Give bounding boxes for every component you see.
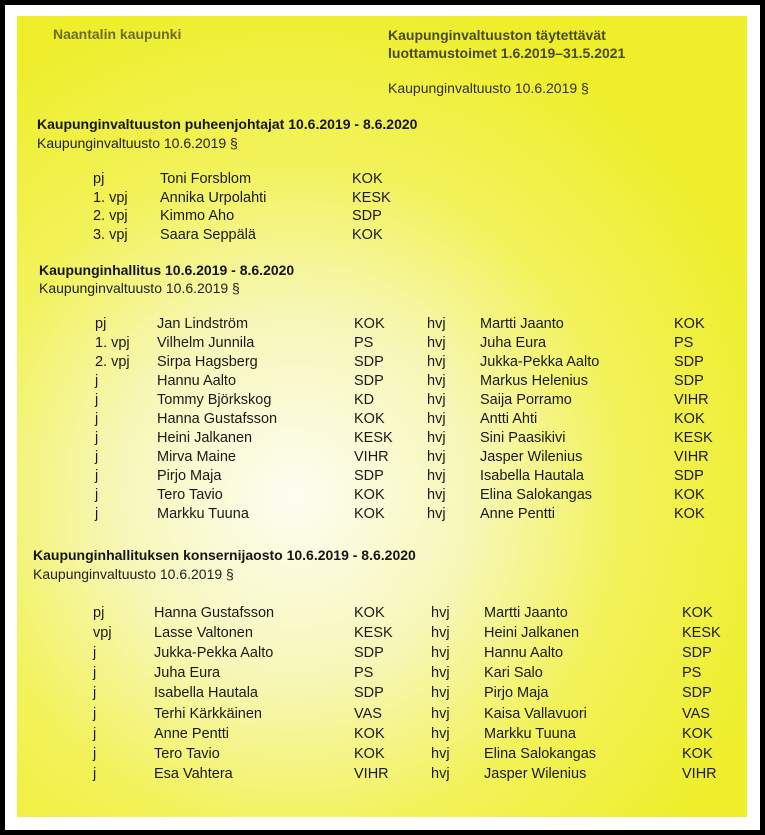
member-deputy-label: hvj — [431, 725, 450, 742]
member-role: vpj — [93, 625, 112, 642]
member-party: KOK — [354, 316, 385, 332]
member-deputy: Saija Porramo — [480, 392, 572, 408]
member-row — [17, 685, 747, 704]
member-row — [17, 190, 747, 209]
member-deputy-label: hvj — [431, 605, 450, 621]
member-party: VAS — [354, 705, 382, 722]
member-party: SDP — [354, 354, 384, 370]
member-name: Isabella Hautala — [154, 685, 258, 702]
section-title: Kaupunginhallitus 10.6.2019 - 8.6.2020 — [39, 262, 295, 278]
member-name: Jukka-Pekka Aalto — [154, 645, 274, 662]
member-name: Vilhelm Junnila — [157, 335, 255, 351]
member-deputy-label: hvj — [427, 392, 446, 408]
member-name: Hanna Gustafsson — [154, 605, 275, 621]
member-deputy-label: hvj — [431, 685, 450, 702]
member-party: KOK — [354, 605, 385, 621]
member-name: Juha Eura — [154, 665, 221, 682]
member-name: Tommy Björkskog — [157, 392, 272, 408]
member-deputy-party: SDP — [674, 373, 704, 389]
member-row — [17, 605, 747, 624]
member-deputy-label: hvj — [431, 765, 450, 782]
member-name: Hannu Aalto — [157, 373, 237, 389]
section-subtitle: Kaupunginvaltuusto 10.6.2019 § — [39, 280, 240, 296]
member-deputy-party: KOK — [674, 506, 705, 522]
member-name: Esa Vahtera — [154, 765, 233, 782]
member-deputy: Anne Pentti — [480, 506, 555, 522]
photo-frame — [5, 5, 760, 830]
member-deputy: Markus Helenius — [480, 373, 588, 389]
member-deputy-label: hvj — [431, 625, 450, 642]
member-role: 2. vpj — [93, 208, 128, 224]
member-deputy-party: KOK — [682, 745, 713, 762]
member-role: j — [95, 468, 99, 484]
document-title-line-1: Kaupunginvaltuuston täytettävät — [388, 27, 606, 43]
member-deputy: Markku Tuuna — [484, 725, 576, 742]
member-deputy-party: SDP — [682, 685, 712, 702]
member-row — [17, 411, 747, 430]
member-party: KOK — [354, 725, 385, 742]
member-role: pj — [93, 171, 105, 187]
section-title: Kaupunginvaltuuston puheenjohtajat 10.6.2019 - 8.6.2020 — [37, 116, 418, 132]
member-deputy-party: SDP — [674, 354, 704, 370]
member-name: Lasse Valtonen — [154, 625, 253, 642]
member-row — [17, 506, 747, 525]
city-name: Naantalin kaupunki — [53, 26, 182, 42]
member-party: SDP — [354, 468, 384, 484]
section-title: Kaupunginhallituksen konsernijaosto 10.6.2019 - 8.6.2020 — [33, 547, 416, 563]
member-party: SDP — [354, 373, 384, 389]
member-deputy-label: hvj — [427, 506, 446, 522]
section-subtitle: Kaupunginvaltuusto 10.6.2019 § — [33, 566, 234, 582]
section-subtitle: Kaupunginvaltuusto 10.6.2019 § — [37, 135, 238, 151]
member-deputy-label: hvj — [427, 468, 446, 484]
document-title-line-2: luottamustoimet 1.6.2019–31.5.2021 — [388, 45, 626, 61]
member-role: j — [93, 705, 97, 722]
member-name: Saara Seppälä — [160, 226, 256, 243]
member-deputy-label: hvj — [427, 487, 446, 503]
document-page — [17, 16, 747, 817]
member-party: KD — [354, 392, 375, 408]
member-party: KESK — [354, 625, 393, 642]
member-row — [17, 726, 747, 745]
member-name: Kimmo Aho — [160, 208, 235, 224]
member-row — [17, 373, 747, 392]
member-deputy-label: hvj — [431, 745, 450, 762]
member-role: j — [93, 685, 97, 702]
member-row — [17, 746, 747, 765]
member-name: Jan Lindström — [157, 316, 249, 332]
member-role: j — [93, 725, 97, 742]
member-party: SDP — [354, 645, 384, 662]
member-deputy-party: VIHR — [674, 449, 709, 465]
member-deputy-party: KESK — [674, 430, 713, 446]
decision-reference: Kaupunginvaltuusto 10.6.2019 § — [388, 80, 589, 96]
member-deputy: Heini Jalkanen — [484, 625, 580, 642]
member-name: Terhi Kärkkäinen — [154, 705, 262, 722]
member-deputy: Pirjo Maja — [484, 685, 549, 702]
member-deputy-label: hvj — [431, 705, 450, 722]
member-party: SDP — [354, 685, 384, 702]
member-row — [17, 625, 747, 644]
member-role: 2. vpj — [95, 354, 130, 370]
member-deputy: Jukka-Pekka Aalto — [480, 354, 600, 370]
member-row — [17, 645, 747, 664]
member-role: j — [95, 506, 99, 522]
member-name: Toni Forsblom — [160, 171, 252, 187]
member-party: PS — [354, 335, 374, 351]
member-deputy: Elina Salokangas — [484, 745, 597, 762]
member-deputy: Kari Salo — [484, 665, 543, 682]
member-role: j — [95, 411, 99, 427]
member-party: KOK — [354, 487, 385, 503]
member-deputy-label: hvj — [427, 373, 446, 389]
member-deputy: Martti Jaanto — [480, 316, 564, 332]
member-party: SDP — [352, 208, 382, 224]
member-row — [17, 449, 747, 468]
member-row — [17, 468, 747, 487]
member-party: KOK — [352, 226, 383, 243]
member-row — [17, 335, 747, 354]
member-role: 3. vpj — [93, 226, 128, 243]
member-deputy: Isabella Hautala — [480, 468, 584, 484]
member-deputy-label: hvj — [427, 449, 446, 465]
member-deputy-party: KOK — [674, 487, 705, 503]
member-deputy: Antti Ahti — [480, 411, 538, 427]
member-deputy-party: KOK — [682, 725, 713, 742]
document-title — [388, 26, 625, 62]
member-role: j — [95, 449, 99, 465]
member-deputy-party: KOK — [674, 316, 705, 332]
member-name: Annika Urpolahti — [160, 189, 267, 206]
member-role: j — [93, 745, 97, 762]
member-party: PS — [354, 665, 374, 682]
member-row — [17, 430, 747, 449]
member-party: KESK — [352, 189, 391, 206]
member-role: j — [95, 392, 99, 408]
member-row — [17, 487, 747, 506]
member-role: j — [93, 665, 97, 682]
member-name: Markku Tuuna — [157, 506, 249, 522]
member-deputy-label: hvj — [427, 430, 446, 446]
member-party: VIHR — [354, 765, 389, 782]
member-row — [17, 766, 747, 785]
member-deputy-party: SDP — [674, 468, 704, 484]
member-party: KOK — [354, 745, 385, 762]
member-row — [17, 316, 747, 335]
member-party: KESK — [354, 430, 393, 446]
member-role: pj — [93, 605, 105, 621]
member-party: KOK — [354, 506, 385, 522]
member-deputy-party: VIHR — [674, 392, 709, 408]
member-role: j — [95, 373, 99, 389]
member-role: 1. vpj — [93, 189, 128, 206]
member-name: Anne Pentti — [154, 725, 229, 742]
member-deputy-party: PS — [674, 335, 694, 351]
member-deputy-party: PS — [682, 665, 702, 682]
member-deputy: Kaisa Vallavuori — [484, 705, 587, 722]
member-name: Sirpa Hagsberg — [157, 354, 258, 370]
member-deputy: Jasper Wilenius — [480, 449, 583, 465]
member-deputy: Sini Paasikivi — [480, 430, 566, 446]
member-name: Pirjo Maja — [157, 468, 222, 484]
member-deputy-label: hvj — [427, 354, 446, 370]
member-name: Hanna Gustafsson — [157, 411, 278, 427]
member-name: Tero Tavio — [154, 745, 220, 762]
member-deputy: Juha Eura — [480, 335, 547, 351]
member-party: VIHR — [354, 449, 389, 465]
member-role: j — [93, 645, 97, 662]
member-deputy-party: KOK — [674, 411, 705, 427]
member-name: Mirva Maine — [157, 449, 236, 465]
member-deputy-party: KESK — [682, 625, 721, 642]
member-deputy-label: hvj — [427, 316, 446, 332]
member-row — [17, 392, 747, 411]
member-deputy: Hannu Aalto — [484, 645, 564, 662]
member-deputy-party: KOK — [682, 605, 713, 621]
member-row — [17, 665, 747, 684]
member-row — [17, 706, 747, 725]
member-role: j — [95, 487, 99, 503]
member-deputy: Elina Salokangas — [480, 487, 593, 503]
member-deputy-label: hvj — [431, 645, 450, 662]
member-row — [17, 354, 747, 373]
member-deputy-label: hvj — [431, 665, 450, 682]
member-deputy-label: hvj — [427, 335, 446, 351]
member-role: pj — [95, 316, 107, 332]
member-deputy-party: VAS — [682, 705, 710, 722]
member-deputy: Martti Jaanto — [484, 605, 568, 621]
member-deputy: Jasper Wilenius — [484, 765, 587, 782]
member-row — [17, 171, 747, 190]
member-name: Heini Jalkanen — [157, 430, 253, 446]
member-row — [17, 208, 747, 227]
member-role: j — [95, 430, 99, 446]
member-deputy-party: SDP — [682, 645, 712, 662]
member-role: j — [93, 765, 97, 782]
member-row — [17, 227, 747, 246]
member-party: KOK — [352, 171, 383, 187]
member-name: Tero Tavio — [157, 487, 223, 503]
member-deputy-label: hvj — [427, 411, 446, 427]
member-party: KOK — [354, 411, 385, 427]
member-role: 1. vpj — [95, 335, 130, 351]
member-deputy-party: VIHR — [682, 765, 717, 782]
